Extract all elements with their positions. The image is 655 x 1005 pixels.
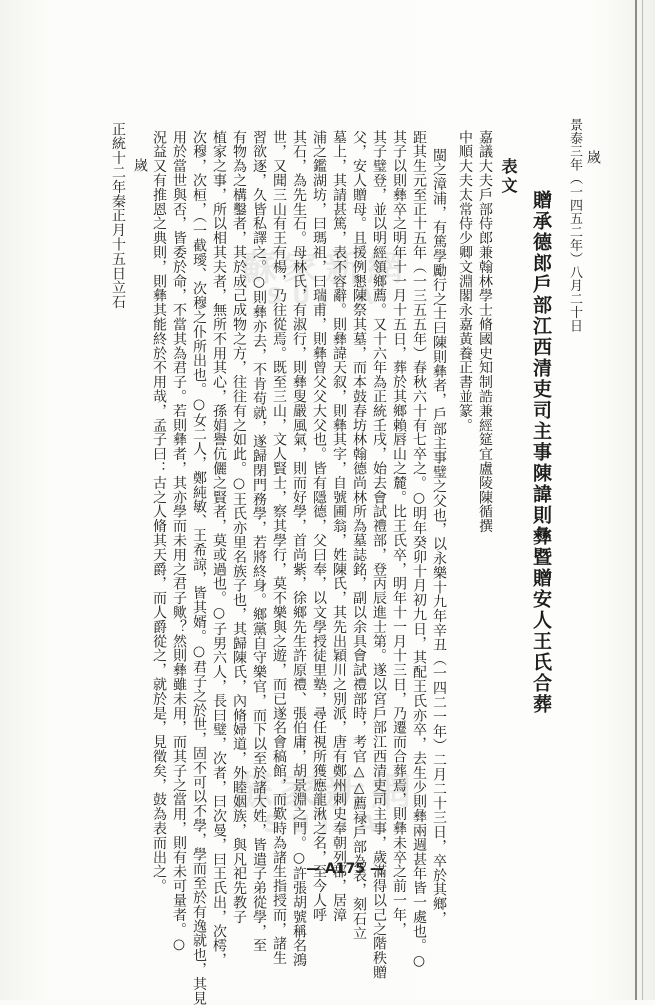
text-column: 浦之鑑湖坊，曰瑪祖，曰瑞甫，則彝曾父父大父也。皆有隱德，父曰奉，以文學授徒里塾，尋任視所獲應龍湫之名，至今人呼 [311, 130, 327, 922]
author-line: 嘉議大夫戶部侍郎兼翰林學士脩國史知制誥兼經筵宜盧陵陳循撰 [477, 130, 493, 534]
section-heading: 表文 [499, 158, 518, 196]
text-column: 墓上，其請甚篤，表不容辭。則彝諱天叙，則彝其字，自號圃翁，姓陳氏，其先出穎川之別派，唐有鄭州刺史奉朝列郡，居漳 [331, 130, 347, 922]
text-column: 距其生元至正十五年（一三五五年）春秋六十有七卒之。○明年癸卯十月初九日，其配王氏亦卒，去生少則彝兩週甚年皆一處也。○ [411, 130, 427, 970]
text-column: 其石，為先生石。母林氏，有淑行，則彝叟嚴風氣，則而好學，首尚紫，徐鄉先生許原禮、張伯庸，胡景淵之門。○許張胡號稱名鴻 [291, 130, 307, 968]
page-marker: 嵗 [132, 158, 148, 173]
watermark: SUJIA [266, 285, 384, 310]
text-column: 有物為之構鑿者，其於成己成物之方，往往有之如此。○王氏亦里名族子也，其歸陳氏，內脩婦道，外睦姻族，與凡祀先教子 [231, 130, 247, 924]
date-erected: 正統十二年秦正月十五日立石 [110, 122, 126, 310]
binding-edge-inner [642, 0, 643, 1000]
page-marker: 嵗 [585, 150, 601, 165]
page-number: — A175 — [306, 861, 384, 877]
date-heading: 景泰三年（一四五二年）八月二十日 [567, 118, 582, 333]
text-column: 習欲逐，久皆私譯之。○則彝亦去，不肯苟就，遂歸閉門務學，若將終身。鄉黨自守樂官，而下以至於諸大姓，皆遣子弟從學，至 [251, 130, 267, 953]
binding-edge [635, 0, 637, 1000]
text-column: 次穆，次桓，（一截璦、次穆之仆所出也。○女二人，鄭純敏、王希諒，皆其婿。○君子之於世，固不可以不學，學而至於有逸就也，其見 [191, 130, 207, 1005]
text-column: 閩之漳浦，有篤學勵行之士曰陳則彝者，戶部主事璧之父也，以永樂十九年辛丑（一四二一年）二月二十三日，卒於其鄉， [431, 148, 447, 926]
text-column: 用於當世與否，皆委於命，不當其為君子。若則彝者，其亦學而未用之君子歟？然則彝雖未用，而其子之當用，則有未可量者。○ [171, 130, 187, 953]
text-column: 況益又有推恩之典則，則彝其能終於不用哉，孟子曰：古之人脩其天爵，而人爵從之，就於是，見徵矣，鼓為表而出之。 [151, 130, 167, 894]
text-column: 世，又聞三山有王有楊，乃往從焉。既至三山，文人賢士，察其學行，莫不樂與之遊，而已遂名會稿館，而歎時為諸生指授而，諸生 [271, 130, 287, 966]
text-column: 其子以則彝卒之明年十一月十五日，葬於其鄉賴唇山之麓。比王氏卒，明年十一月十三日，乃遷而合葬焉，則彝未卒之前一年， [391, 130, 407, 937]
text-column: 其子璧登，並以明經領鄉薦。又十六年為正統壬戌，始去會試禮部，登丙辰進士第。遂以宮戶部江西清吏司主事，歲滿得以己之階秩贈 [371, 130, 387, 980]
watermark: SUJIA [263, 810, 387, 838]
inscription-title: 贈承德郎戶部江西清吏司主事陳諱則彝暨贈安人王氏合葬 [530, 190, 552, 715]
text-column: 植家之事，所以相其夫者，無所不用其心，孫娟譽伉儷之賢者，莫或過也。○子男六人，長曰璧，次者，曰次曼，曰王氏出，次樗， [211, 130, 227, 968]
watermark: 蘇家新網 [233, 769, 417, 815]
text-column: 父，安人贈母。且援例懇陳祭其墓，而本鼓春坊林翰德尚林所為墓誌銘，副以余具會試禮部時，考官△△薦禄戶部為表，刻石立 [351, 130, 367, 941]
calligrapher-line: 中順大夫太常侍少卿文淵閣永嘉黃養正書並篆。 [457, 130, 473, 433]
watermark: 蘇家新網 [240, 248, 409, 289]
